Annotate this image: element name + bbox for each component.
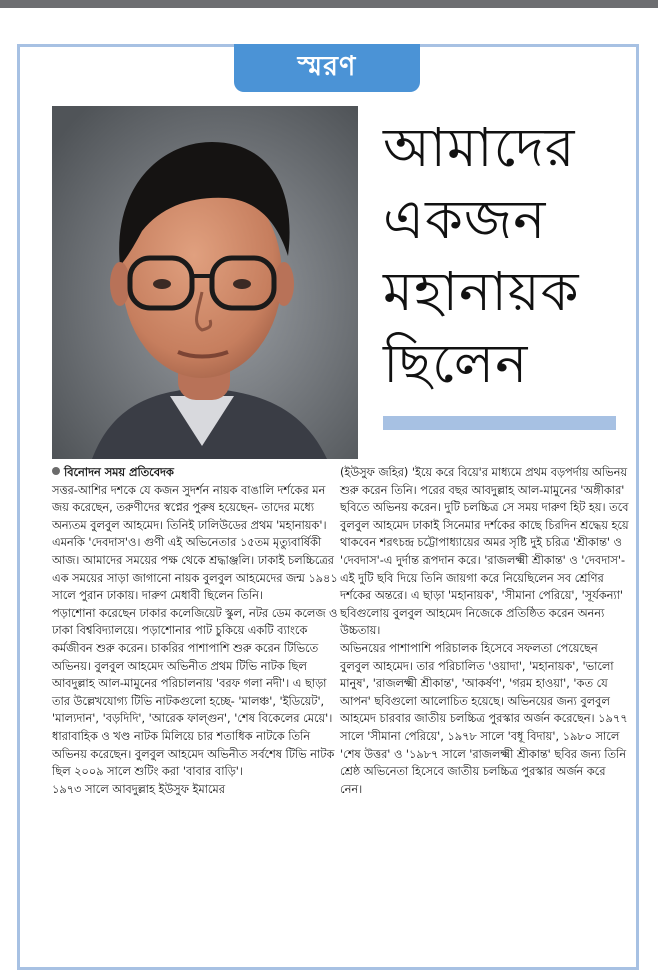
headline-line-2: একজন [383,188,547,251]
paragraph: (ইউসুফ জহির) 'ইয়ে করে বিয়ে'র মাধ্যমে প্রথম বড়পর্দায় অভিনয় শুরু করেন তিনি। পরের বছর আবদুল্লাহ আল-মামুনের 'অঙ্গীকার' ছবিতে অভিনয় করেন। দুটি চলচ্চিত্র সে সময় দারুণ হিট হয়। তবে বুলবুল আহমেদ ঢাকাই সিনেমার দর্শকের কাছে চিরদিন শ্রদ্ধেয় হয়ে থাকবেন শরৎচন্দ্র চট্টোপাধ্যায়ের অমর সৃষ্টি দুই চরিত্র 'শ্রীকান্ত' ও 'দেবদাস'-এ দুর্দান্ত রূপদান করে। 'রাজলক্ষ্মী শ্রীকান্ত' ও 'দেবদাস'- এই দুটি ছবি দিয়ে তিনি জায়গা করে নিয়েছিলেন সব শ্রেণির দর্শকের অন্তরে। এ ছাড়া 'মহানায়ক', 'সীমানা পেরিয়ে', 'সূর্যকন্যা' ছবিগুলোয় বুলবুল আহমেদ নিজেকে প্রতিষ্ঠিত করেন অনন্য উচ্চতায়। [340,466,629,638]
top-rule [0,0,658,8]
article-column-right [340,464,630,798]
paragraph: পড়াশোনা করেছেন ঢাকার কলেজিয়েট স্কুল, নটর ডেম কলেজ ও ঢাকা বিশ্ববিদ্যালয়ে। পড়াশোনার পাট চুকিয়ে একটি ব্যাংকে কর্মজীবন শুরু করেন। চাকরির পাশাপাশি শুরু করেন টিভিতে অভিনয়। বুলবুল আহমেদ অভিনীত প্রথম টিভি নাটক ছিল আবদুল্লাহ আল-মামুনের পরিচালনায় 'বরফ গলা নদী'। এ ছাড়া তার উল্লেখযোগ্য টিভি নাটকগুলো হচ্ছে- 'মালঞ্চ', 'ইডিয়েট', 'মাল্যদান', 'বড়দিদি', 'আরেক ফাল্গুন', 'শেষ বিকেলের মেয়ে'। ধারাবাহিক ও খণ্ড নাটক মিলিয়ে চার শতাধিক নাটকে তিনি অভিনয় করেছেন। বুলবুল আহমেদ অভিনীত সর্বশেষ টিভি নাটক ছিল ২০০৯ সালে শুটিং করা 'বাবার বাড়ি'। [52,606,338,779]
portrait-illustration [52,106,358,459]
headline [383,112,633,400]
article-column-left [52,464,340,798]
section-label: স্মরণ [234,44,420,92]
headline-underline [383,416,616,430]
headline-line-1: আমাদের [383,116,576,179]
paragraph: ১৯৭৩ সালে আবদুল্লাহ ইউসুফ ইমামের [52,782,225,796]
headline-line-3: মহানায়ক [383,260,580,323]
byline [52,464,340,482]
bullet-icon [52,467,60,475]
headline-line-4: ছিলেন [383,332,529,395]
paragraph: সত্তর-আশির দশকে যে কজন সুদর্শন নায়ক বাঙালি দর্শকের মন জয় করেছেন, তরুণীদের স্বপ্নের পুরুষ হয়েছেন- তাদের মধ্যে অন্যতম বুলবুল আহমেদ। তিনিই ঢালিউডের প্রথম 'মহানায়ক'। এমনকি 'দেবদাস'ও। গুণী এই অভিনেতার ১৫তম মৃত্যুবার্ষিকী আজ। আমাদের সময়ের পক্ষ থেকে শ্রদ্ধাঞ্জলি। ঢাকাই চলচ্চিত্রের এক সময়ের সাড়া জাগানো নায়ক বুলবুল আহমেদের জন্ম ১৯৪১ সালে পুরান ঢাকায়। দারুণ মেধাবী ছিলেন তিনি। [52,483,338,603]
byline-text: বিনোদন সময় প্রতিবেদক [64,466,174,479]
paragraph: অভিনয়ের পাশাপাশি পরিচালক হিসেবে সফলতা পেয়েছেন বুলবুল আহমেদ। তার পরিচালিত 'ওয়াদা', 'মহানায়ক', 'ভালো মানুষ', 'রাজলক্ষ্মী শ্রীকান্ত', 'আকর্ষণ', 'গরম হাওয়া', 'কত যে আপন' ছবিগুলো আলোচিত হয়েছে। অভিনয়ের জন্য বুলবুল আহমেদ চারবার জাতীয় চলচ্চিত্র পুরস্কার অর্জন করেছেন। ১৯৭৭ সালে 'সীমানা পেরিয়ে', ১৯৭৮ সালে 'বধূ বিদায়', ১৯৮০ সালে 'শেষ উত্তর' ও '১৯৮৭ সালে 'রাজলক্ষ্মী শ্রীকান্ত' ছবির জন্য তিনি শ্রেষ্ঠ অভিনেতা হিসেবে জাতীয় চলচ্চিত্র পুরস্কার অর্জন করে নেন। [340,641,628,796]
portrait-photo [52,106,358,459]
